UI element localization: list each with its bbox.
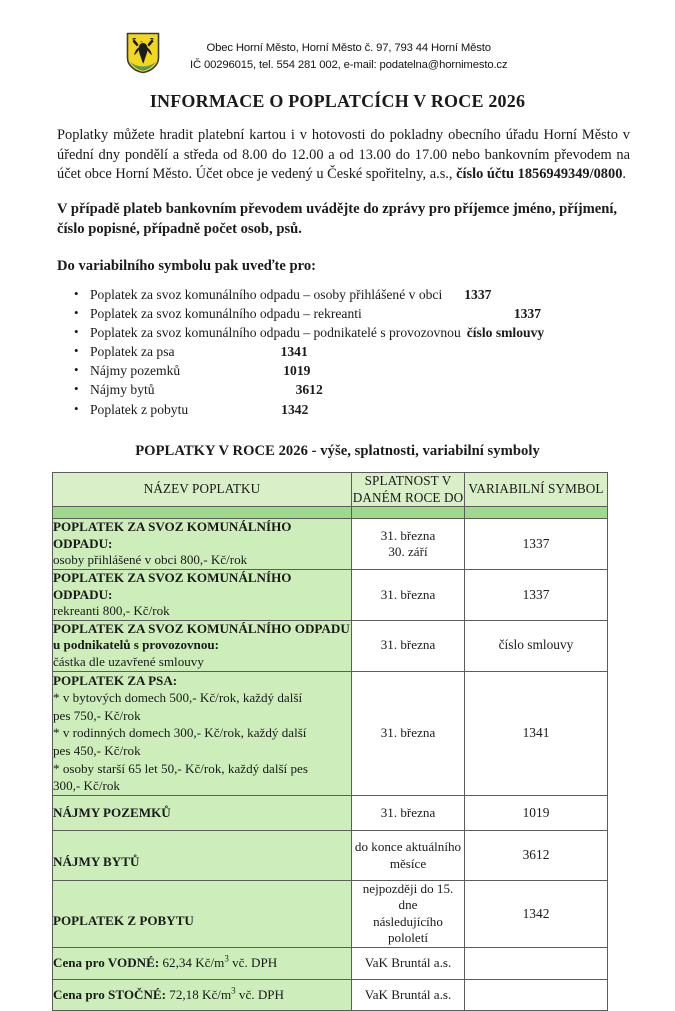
fee-name-detail: * v rodinných domech 300,- Kč/rok, každý další xyxy=(53,725,307,741)
variable-symbol-intro: Do variabilního symbolu pak uveďte pro: xyxy=(57,257,316,274)
table-row xyxy=(53,570,608,621)
due-date-line-2: DANÉM ROCE DO xyxy=(352,489,464,505)
cell-due-date xyxy=(352,519,465,570)
water-price-vat: vč. DPH xyxy=(228,954,278,970)
fee-name-detail: * v bytových domech 500,- Kč/rok, každý další xyxy=(53,690,303,706)
cell-water-price xyxy=(53,947,352,979)
cell-fee-name xyxy=(53,880,352,947)
cell-variable-symbol: 1342 xyxy=(465,880,608,947)
table-header-row xyxy=(53,473,608,507)
cell-variable-symbol: 1337 xyxy=(465,519,608,570)
table-row xyxy=(53,795,608,831)
table-row xyxy=(53,671,608,795)
fee-name-heading: POPLATEK Z POBYTU xyxy=(53,912,194,928)
table-row xyxy=(53,831,608,881)
fee-bullet-list xyxy=(0,286,675,420)
list-item xyxy=(90,362,675,381)
cell-due-date: 31. března xyxy=(352,671,465,795)
column-header-fee-name: NÁZEV POPLATKU xyxy=(53,473,352,507)
water-price-label: Cena pro VODNÉ: xyxy=(53,954,160,970)
fee-label: Poplatek za svoz komunálního odpadu – rekreanti xyxy=(90,305,362,321)
fee-name-detail: pes 450,- Kč/rok xyxy=(53,742,141,758)
table-spacer-row xyxy=(53,507,608,519)
fee-table-title: POPLATKY V ROCE 2026 - výše, splatnosti, variabilní symboly xyxy=(135,443,540,460)
letterhead-line-2: IČ 00296015, tel. 554 281 002, e-mail: podatelna@hornimesto.cz xyxy=(190,59,508,71)
fee-variable-symbol: 1337 xyxy=(513,305,541,321)
table-row xyxy=(53,947,608,979)
unit-exponent: 3 xyxy=(224,953,229,964)
list-item xyxy=(90,381,675,400)
fee-label: Poplatek za psa xyxy=(90,344,175,360)
coat-of-arms-icon xyxy=(126,32,160,74)
fee-name-detail: pes 750,- Kč/rok xyxy=(53,707,141,723)
due-date-line-1: SPLATNOST V xyxy=(364,473,452,489)
due-date-line: nejpozději do 15. dne xyxy=(362,880,454,913)
wastewater-price-vat: vč. DPH xyxy=(235,986,285,1002)
cell-fee-name xyxy=(53,570,352,621)
list-item xyxy=(90,324,675,343)
cell-fee-name xyxy=(53,831,352,881)
fee-name-detail: 300,- Kč/rok xyxy=(53,778,120,794)
cell-variable-symbol xyxy=(465,947,608,979)
cell-fee-name xyxy=(53,519,352,570)
spacer-cell xyxy=(53,507,352,519)
cell-variable-symbol xyxy=(465,979,608,1011)
cell-due-date: 31. března xyxy=(352,620,465,671)
due-date-line: 30. září xyxy=(388,544,428,560)
cell-fee-name xyxy=(53,620,352,671)
document-title: INFORMACE O POPLATCÍCH V ROCE 2026 xyxy=(149,91,526,111)
fee-name-heading: POPLATEK ZA SVOZ KOMUNÁLNÍHO ODPADU: xyxy=(53,570,292,602)
cell-variable-symbol: 1341 xyxy=(465,671,608,795)
list-item xyxy=(90,305,675,324)
fee-label: Poplatek za svoz komunálního odpadu – osoby přihlášené v obci xyxy=(90,286,443,302)
fee-name-detail: osoby přihlášené v obci 800,- Kč/rok xyxy=(53,552,248,568)
fee-label: Poplatek z pobytu xyxy=(90,401,189,417)
wastewater-price-label: Cena pro STOČNÉ: xyxy=(53,986,167,1002)
table-row xyxy=(53,880,608,947)
fee-variable-symbol: 1342 xyxy=(281,401,309,417)
cell-variable-symbol: 1337 xyxy=(465,570,608,621)
fee-variable-symbol: 1337 xyxy=(464,286,492,302)
list-item xyxy=(90,401,675,420)
fee-label: Nájmy bytů xyxy=(90,382,155,398)
table-row xyxy=(53,620,608,671)
list-item xyxy=(90,343,675,362)
fee-label: Poplatek za svoz komunálního odpadu – podnikatelé s provozovnou xyxy=(90,324,461,340)
fee-name-detail: * osoby starší 65 let 50,- Kč/rok, každý další pes xyxy=(53,760,308,776)
bank-account-number: číslo účtu 1856949349/0800 xyxy=(456,166,623,182)
payment-note: V případě plateb bankovním převodem uvádějte do zprávy pro příjemce jméno, příjmení, číslo popisné, případně počet osob, psů. xyxy=(57,200,618,237)
due-date-line: do konce aktuálního xyxy=(354,839,462,855)
cell-due-date xyxy=(352,831,465,881)
fee-name-heading: POPLATEK ZA SVOZ KOMUNÁLNÍHO ODPADU: xyxy=(53,519,292,551)
column-header-variable-symbol: VARIABILNÍ SYMBOL xyxy=(465,473,608,507)
spacer-cell xyxy=(465,507,608,519)
cell-variable-symbol: 3612 xyxy=(465,831,608,881)
fee-name-heading: NÁJMY BYTŮ xyxy=(53,854,140,870)
cell-provider: VaK Bruntál a.s. xyxy=(352,979,465,1011)
column-header-due-date xyxy=(352,473,465,507)
cell-fee-name: NÁJMY POZEMKŮ xyxy=(53,795,352,831)
cell-wastewater-price xyxy=(53,979,352,1011)
cell-due-date: 31. března xyxy=(352,570,465,621)
fee-name-heading: POPLATEK ZA PSA: xyxy=(53,672,178,688)
letterhead-address xyxy=(190,30,507,74)
cell-fee-name xyxy=(53,671,352,795)
wastewater-price-value: 72,18 Kč/m xyxy=(166,986,232,1002)
letterhead-line-1: Obec Horní Město, Horní Město č. 97, 793 44 Horní Město xyxy=(206,42,491,54)
spacer-cell xyxy=(352,507,465,519)
fee-name-detail: částka dle uzavřené smlouvy xyxy=(53,653,204,669)
intro-paragraph xyxy=(57,126,630,185)
fee-name-heading-2: u podnikatelů s provozovnou: xyxy=(53,637,220,653)
cell-provider: VaK Bruntál a.s. xyxy=(352,947,465,979)
unit-exponent: 3 xyxy=(231,985,236,996)
letterhead xyxy=(0,0,675,74)
cell-variable-symbol: 1019 xyxy=(465,795,608,831)
list-item xyxy=(90,286,675,305)
fee-variable-symbol: 1341 xyxy=(280,344,308,360)
fee-name-heading: POPLATEK ZA SVOZ KOMUNÁLNÍHO ODPADU xyxy=(53,620,350,636)
intro-text-after: . xyxy=(622,166,626,182)
due-date-line: následujícího pololetí xyxy=(373,913,443,946)
fee-name-detail: rekreanti 800,- Kč/rok xyxy=(53,603,170,619)
due-date-line: 31. března xyxy=(380,527,436,543)
fee-variable-symbol: číslo smlouvy xyxy=(466,324,545,340)
fee-label: Nájmy pozemků xyxy=(90,363,181,379)
water-price-value: 62,34 Kč/m xyxy=(159,954,225,970)
due-date-line: měsíce xyxy=(389,855,427,871)
fee-variable-symbol: 3612 xyxy=(295,382,323,398)
table-row xyxy=(53,519,608,570)
cell-variable-symbol: číslo smlouvy xyxy=(465,620,608,671)
cell-due-date: 31. března xyxy=(352,795,465,831)
fee-table xyxy=(52,472,608,1011)
intro-text-before: Poplatky můžete hradit platební kartou i v hotovosti do pokladny obecního úřadu Horní Město v úřední dny pondělí a středa od 8.00 do 12.00 a od 13.00 do 17.00 nebo bankovním převodem na účet obce Horní Město. Účet obce je vedený u České spořitelny, a.s., xyxy=(57,127,630,182)
cell-due-date xyxy=(352,880,465,947)
fee-variable-symbol: 1019 xyxy=(283,363,311,379)
table-row xyxy=(53,979,608,1011)
